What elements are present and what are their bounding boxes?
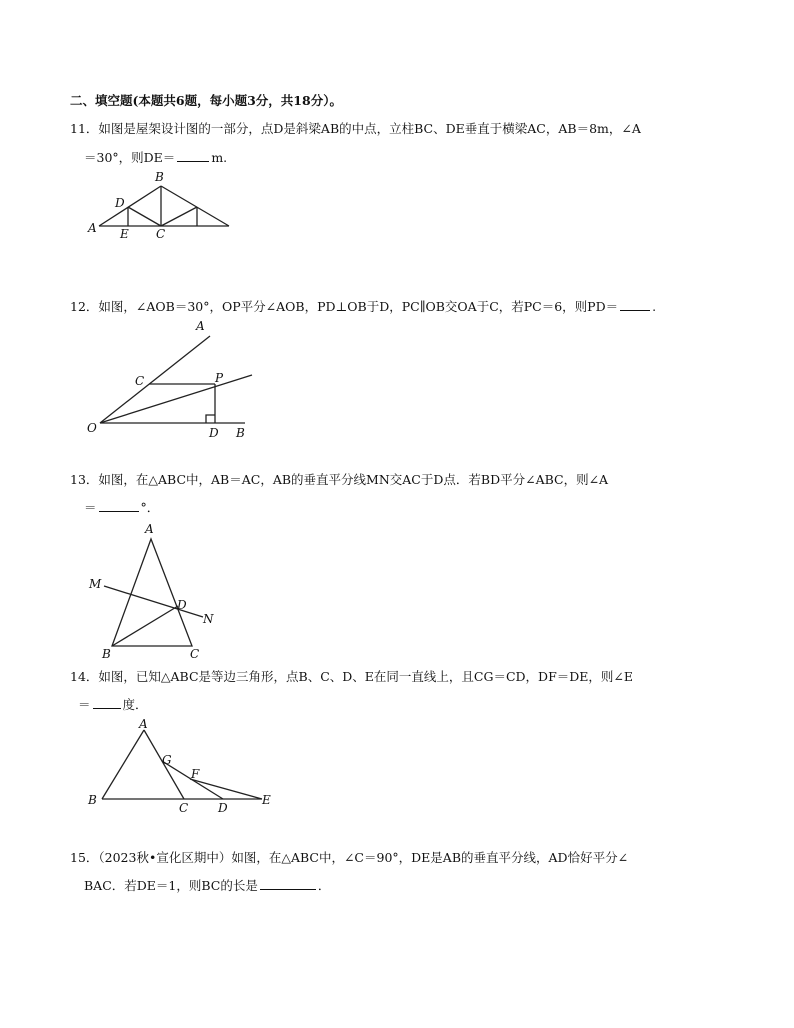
question-14-line1 xyxy=(70,669,633,685)
question-text: ． xyxy=(317,878,331,893)
answer-blank[interactable] xyxy=(260,877,316,890)
question-15-line1 xyxy=(70,850,628,866)
segment-bd xyxy=(112,606,178,646)
right-angle-mark xyxy=(206,415,215,423)
answer-blank[interactable] xyxy=(177,149,209,162)
question-13-line2 xyxy=(84,499,159,516)
question-text: 如图，∠AOB＝30°，OP平分∠AOB，PD⊥OB于D，PC∥OB交OA于C，若PC＝6，则PD＝ xyxy=(98,299,619,314)
label-c: C xyxy=(179,801,189,815)
question-text: m. xyxy=(211,150,228,165)
question-number: 11． xyxy=(70,121,99,136)
question-15-line2 xyxy=(84,877,330,894)
label-d: D xyxy=(218,801,228,815)
answer-blank[interactable] xyxy=(93,696,121,709)
question-text: 如图，在△ABC中，AB＝AC，AB的垂直平分线MN交AC于D点．若BD平分∠ABC，则∠A xyxy=(98,472,609,487)
question-number: 15． xyxy=(70,850,99,865)
question-text: ＝ xyxy=(84,500,97,515)
label-g: G xyxy=(162,753,172,767)
label-b: B xyxy=(88,793,97,807)
question-text: ＝ xyxy=(78,697,91,712)
brace-right xyxy=(161,207,197,226)
roof-truss-figure xyxy=(85,168,245,243)
angle-bisector-figure xyxy=(82,318,262,443)
label-f: F xyxy=(191,767,200,781)
isosceles-triangle-figure xyxy=(84,520,224,665)
question-text: ＝30°，则DE＝ xyxy=(84,150,176,165)
label-m: M xyxy=(89,577,102,591)
question-13-line1 xyxy=(70,472,608,488)
line-mn xyxy=(104,586,203,617)
label-b: B xyxy=(155,170,164,184)
question-12-line1 xyxy=(70,298,656,315)
label-e: E xyxy=(120,227,129,241)
question-number: 12． xyxy=(70,299,99,314)
label-a: A xyxy=(139,717,148,731)
label-b: B xyxy=(102,647,111,661)
question-text: . xyxy=(652,299,657,314)
label-o: O xyxy=(87,421,97,435)
answer-blank[interactable] xyxy=(620,298,650,311)
label-c: C xyxy=(135,374,145,388)
section-title: 二、填空题(本题共6题，每小题3分，共18分）。 xyxy=(70,93,342,108)
label-d: D xyxy=(177,598,187,612)
question-number: 14． xyxy=(70,669,99,684)
question-11-line1 xyxy=(70,121,641,137)
label-c: C xyxy=(190,647,200,661)
label-d: D xyxy=(209,426,219,440)
question-14-line2 xyxy=(78,696,148,713)
equilateral-triangle-figure xyxy=(84,716,284,816)
ray-oa xyxy=(100,336,210,423)
question-number: 13． xyxy=(70,472,99,487)
question-text: 度． xyxy=(122,697,148,712)
label-p: P xyxy=(215,371,224,385)
segment-fe xyxy=(190,779,262,799)
answer-blank[interactable] xyxy=(99,499,139,512)
label-a: A xyxy=(196,319,205,333)
label-b: B xyxy=(236,426,245,440)
ray-op xyxy=(100,375,252,423)
label-a: A xyxy=(88,221,97,235)
question-text: BAC．若DE＝1，则BC的长是 xyxy=(84,878,258,893)
label-d: D xyxy=(115,196,125,210)
label-a: A xyxy=(145,522,154,536)
label-n: N xyxy=(203,612,214,626)
label-c: C xyxy=(156,227,166,241)
question-11-line2 xyxy=(84,149,227,166)
question-text: （2023秋•宣化区期中）如图，在△ABC中，∠C＝90°，DE是AB的垂直平分线，AD恰好平分∠ xyxy=(98,850,629,865)
question-text: °． xyxy=(140,500,160,515)
brace-left xyxy=(128,207,161,226)
side-ab xyxy=(102,730,144,799)
label-e: E xyxy=(262,793,271,807)
question-text: 如图是屋架设计图的一部分，点D是斜梁AB的中点，立柱BC、DE垂直于横梁AC，AB＝8m，∠A xyxy=(98,121,641,136)
question-text: 如图，已知△ABC是等边三角形，点B、C、D、E在同一直线上，且CG＝CD，DF＝DE，则∠E xyxy=(98,669,634,684)
